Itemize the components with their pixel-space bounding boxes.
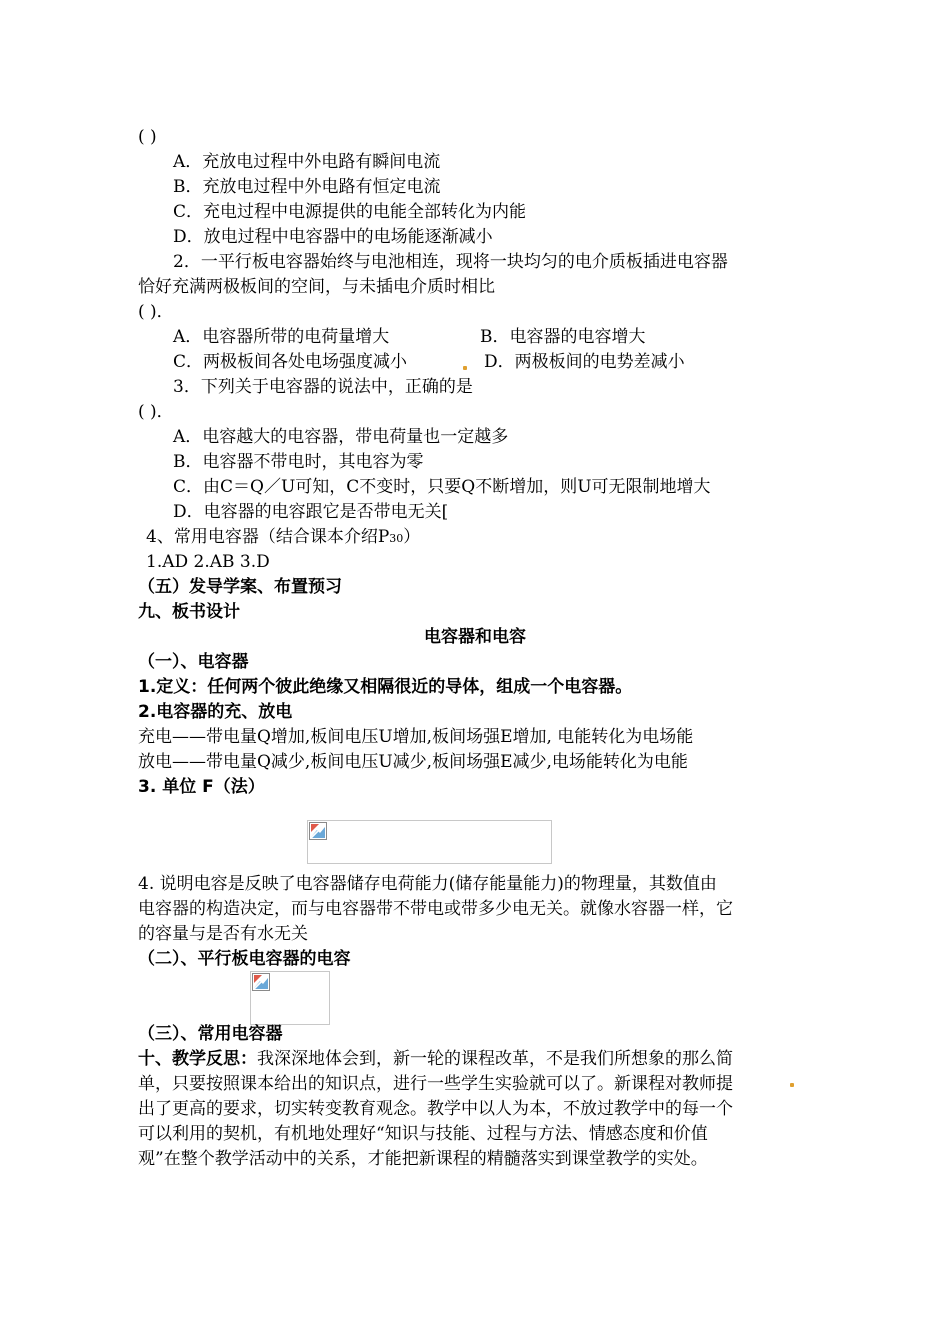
q3-option-d: D．电容器的电容跟它是否带电无关[ (173, 502, 449, 522)
q3-option-a: A．电容越大的电容器，带电荷量也一定越多 (173, 427, 509, 447)
subsection-three-heading: （三）、常用电容器 (138, 1024, 283, 1044)
reflection-line-1 (138, 1048, 733, 1070)
page-subscript: 30 (389, 532, 404, 545)
section-nine-heading: 九、板书设计 (138, 602, 240, 622)
q2-option-c: C．两极板间各处电场强度减小 (173, 352, 408, 372)
broken-image-icon (252, 973, 270, 991)
definition: 1.定义：任何两个彼此绝缘又相隔很近的导体，组成一个电容器。 (138, 677, 633, 697)
reflection-line-4: 可以利用的契机，有机地处理好“知识与技能、过程与方法、情感态度和价值 (138, 1124, 708, 1144)
q1-option-a: A．充放电过程中外电路有瞬间电流 (173, 152, 441, 172)
q1-option-d: D．放电过程中电容器中的电场能逐渐减小 (173, 227, 493, 247)
image-placeholder-parallel-plate (250, 971, 330, 1025)
reflection-line-5: 观”在整个教学活动中的关系，才能把新课程的精髓落实到课堂教学的实处。 (138, 1149, 708, 1169)
section-five-heading: （五）发导学案、布置预习 (138, 577, 342, 597)
q2-bracket: ( )． (138, 302, 174, 322)
q3-option-c: C．由C＝Q／U可知，C不变时，只要Q不断增加，则U可无限制地增大 (173, 477, 711, 497)
q2-stem-cont: 恰好充满两极板间的空间，与未插电介质时相比 (138, 277, 495, 297)
q2-stem: 2．一平行板电容器始终与电池相连，现将一块均匀的电介质板插进电容器 (173, 252, 728, 272)
mark-dot (790, 1083, 794, 1087)
q1-bracket: ( ) (138, 127, 157, 147)
board-title: 电容器和电容 (424, 627, 526, 647)
common-capacitors-line (146, 526, 420, 550)
q2-option-a: A．电容器所带的电荷量增大 (173, 327, 390, 347)
discharging-line: 放电——带电量Q减少,板间电压U减少,板间场强E减少,电场能转化为电能 (138, 752, 688, 772)
q3-bracket: ( )． (138, 402, 174, 422)
q1-option-c: C．充电过程中电源提供的电能全部转化为内能 (173, 202, 527, 222)
broken-image-icon (309, 822, 327, 840)
explanation-line-2: 电容器的构造决定，而与电容器带不带电或带多少电无关。就像水容器一样，它 (138, 899, 733, 919)
mark-dot (463, 366, 467, 370)
common-capacitors-text: 4、常用电容器（结合课本介绍P (146, 527, 390, 547)
q2-option-d: D．两极板间的电势差减小 (484, 352, 685, 372)
q1-option-b: B．充放电过程中外电路有恒定电流 (173, 177, 441, 197)
charge-discharge-heading: 2.电容器的充、放电 (138, 702, 293, 722)
reflection-line-2: 单，只要按照课本给出的知识点，进行一些学生实验就可以了。新课程对教师提 (138, 1074, 733, 1094)
explanation-line-3: 的容量与是否有水无关 (138, 924, 308, 944)
explanation-line-1: 4. 说明电容是反映了电容器储存电荷能力(储存能量能力)的物理量，其数值由 (138, 874, 717, 894)
q2-option-b: B．电容器的电容增大 (480, 327, 646, 347)
q3-stem: 3．下列关于电容器的说法中，正确的是 (173, 377, 473, 397)
unit-line: 3. 单位 F（法） (138, 777, 265, 797)
reflection-line-3: 出了更高的要求，切实转变教育观念。教学中以人为本，不放过教学中的每一个 (138, 1099, 733, 1119)
paren-close: ） (403, 527, 421, 547)
image-placeholder-formula (307, 820, 552, 864)
charging-line: 充电——带电量Q增加,板间电压U增加,板间场强E增加, 电能转化为电场能 (138, 727, 694, 747)
reflection-heading: 十、教学反思： (138, 1049, 257, 1069)
subsection-two-heading: （二）、平行板电容器的电容 (138, 949, 351, 969)
reflection-text-start: 我深深地体会到，新一轮的课程改革，不是我们所想象的那么简 (257, 1049, 733, 1069)
subsection-one-heading: （一）、电容器 (138, 652, 249, 672)
answers: 1.AD 2.AB 3.D (146, 552, 270, 572)
q3-option-b: B．电容器不带电时，其电容为零 (173, 452, 424, 472)
